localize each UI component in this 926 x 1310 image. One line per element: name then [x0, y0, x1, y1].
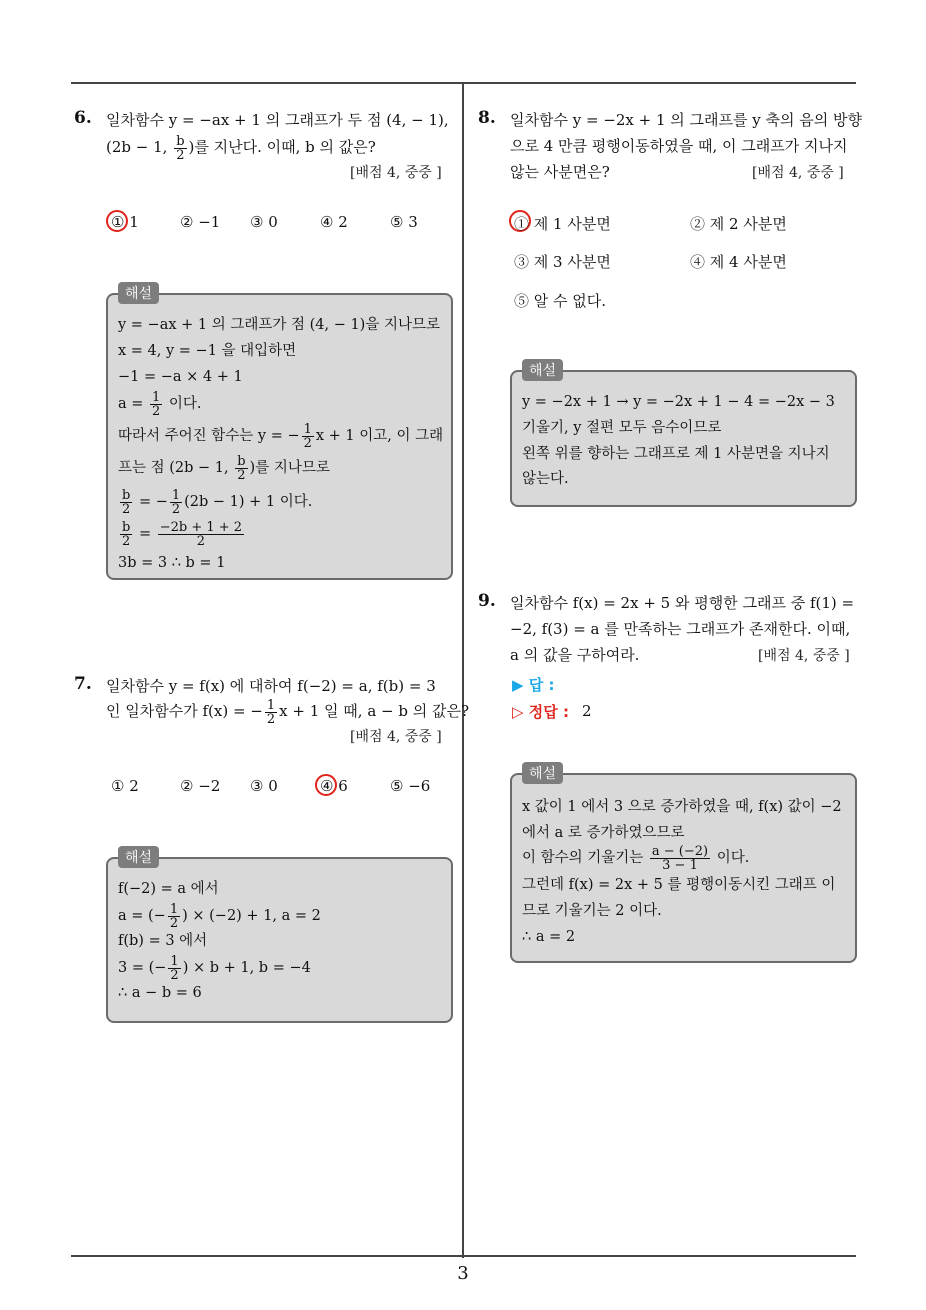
explanation-tag: 해설 [118, 282, 159, 304]
denominator: 2 [303, 435, 312, 451]
fraction [120, 521, 132, 548]
fraction [170, 489, 182, 516]
numerator: 1 [169, 901, 179, 917]
page-number: 3 [457, 1263, 469, 1284]
numerator: b [176, 133, 185, 149]
score-info: [배점 4, 중중 ] [758, 648, 850, 664]
question-text-line: 일차함수 y = −ax + 1 의 그래프가 두 점 (4, − 1), [106, 111, 449, 129]
explanation-tag: 해설 [522, 359, 563, 381]
text-span: 이다. [716, 850, 750, 866]
numerator: b [122, 487, 131, 503]
question-number: 9. [478, 591, 496, 611]
choice-2[interactable]: ② 제 2 사분면 [690, 215, 787, 233]
question-text-line [106, 130, 376, 164]
fraction [150, 391, 162, 418]
explain-line: y = −ax + 1 의 그래프가 점 (4, − 1)을 지나므로 [118, 317, 440, 333]
choice-2[interactable]: ② −1 [180, 213, 221, 231]
text-span: ) × b + 1, b = −4 [182, 960, 311, 976]
text-span: 프는 점 (2b − 1, [118, 460, 229, 476]
fraction [265, 699, 277, 726]
explain-line: ∴ a − b = 6 [118, 985, 202, 1001]
top-rule [71, 82, 856, 84]
text-span: 이다. [168, 396, 202, 412]
numerator: 1 [152, 389, 161, 405]
question-number: 6. [74, 108, 92, 128]
fraction [302, 423, 314, 450]
fraction [168, 955, 180, 982]
explain-line: 왼쪽 위를 향하는 그래프로 제 1 사분면을 지나지 [522, 446, 830, 462]
explanation-tag: 해설 [522, 762, 563, 784]
choice-3[interactable]: ③ 0 [250, 777, 278, 795]
fraction [168, 903, 180, 930]
explain-line: f(−2) = a 에서 [118, 881, 219, 897]
explain-line: 기울기, y 절편 모두 음수이므로 [522, 420, 722, 436]
question-text-line: 않는 사분면은? [510, 163, 610, 181]
score-info: [배점 4, 중중 ] [752, 165, 844, 181]
explanation-box [106, 857, 453, 1023]
explain-line: x 값이 1 에서 3 으로 증가하였을 때, f(x) 값이 −2 [522, 799, 842, 815]
text-span: 이 함수의 기울기는 [522, 850, 644, 866]
numerator: b [122, 519, 131, 535]
question-text-line [106, 694, 469, 728]
question-text-line: 으로 4 만큼 평행이동하였을 때, 이 그래프가 지나지 [510, 137, 848, 155]
explain-line [522, 841, 749, 875]
text-span: 3 = (− [118, 960, 167, 976]
numerator: b [237, 453, 246, 469]
explain-line: 3b = 3 ∴ b = 1 [118, 555, 226, 571]
choice-5[interactable]: ⑤ 3 [390, 213, 418, 231]
explanation-box [510, 773, 857, 963]
choice-4[interactable]: ④ 2 [320, 213, 348, 231]
correct-answer-value: 2 [582, 702, 592, 720]
text-span: = − [138, 494, 168, 510]
denominator: 2 [152, 403, 161, 419]
denominator: 2 [169, 915, 179, 931]
numerator: 1 [171, 487, 181, 503]
explain-line [118, 517, 246, 551]
explain-line: 않는다. [522, 471, 569, 487]
column-divider [462, 83, 464, 1258]
correct-answer-label: ▷ 정답 : [512, 703, 569, 721]
text-span: )를 지난다. 이때, b 의 값은? [188, 138, 376, 156]
explain-line: y = −2x + 1 → y = −2x + 1 − 4 = −2x − 3 [522, 394, 835, 410]
question-text-line: 일차함수 f(x) = 2x + 5 와 평행한 그래프 중 f(1) = [510, 594, 855, 612]
denominator: 2 [196, 533, 206, 549]
explain-line: 에서 a 로 증가하였으므로 [522, 825, 685, 841]
text-span: a = (− [118, 908, 166, 924]
numerator: 1 [266, 697, 276, 713]
explain-line: 므로 기울기는 2 이다. [522, 903, 662, 919]
explain-line [118, 485, 312, 519]
question-number: 7. [74, 674, 92, 694]
denominator: 2 [170, 967, 179, 983]
score-info: [배점 4, 중중 ] [350, 729, 442, 745]
fraction [158, 521, 244, 548]
explain-line: −1 = −a × 4 + 1 [118, 369, 243, 385]
bottom-rule [71, 1255, 856, 1257]
choice-4[interactable]: ④ 6 [320, 777, 348, 795]
explain-line [118, 419, 443, 453]
text-span: (2b − 1) + 1 이다. [184, 494, 313, 510]
explain-line [118, 899, 321, 933]
score-info: [배점 4, 중중 ] [350, 165, 442, 181]
text-span: 따라서 주어진 함수는 y = − [118, 428, 300, 444]
choice-1[interactable]: ① 2 [111, 777, 139, 795]
denominator: 2 [266, 711, 276, 727]
choice-5[interactable]: ⑤ 알 수 없다. [514, 292, 607, 310]
denominator: 2 [171, 501, 181, 517]
text-span: x + 1 이고, 이 그래 [315, 428, 444, 444]
denominator: 2 [176, 147, 185, 163]
fraction [120, 489, 132, 516]
fraction [650, 845, 710, 872]
question-text-line: 일차함수 y = −2x + 1 의 그래프를 y 축의 음의 방향 [510, 111, 862, 129]
question-text-line: 일차함수 y = f(x) 에 대하여 f(−2) = a, f(b) = 3 [106, 677, 436, 695]
explanation-box [106, 293, 453, 580]
numerator: −2b + 1 + 2 [159, 519, 243, 535]
denominator: 2 [122, 533, 131, 549]
choice-1[interactable]: ① 1 [111, 213, 139, 231]
denominator: 3 − 1 [662, 857, 698, 873]
question-number: 8. [478, 108, 496, 128]
explanation-box [510, 370, 857, 507]
question-text-line: a 의 값을 구하여라. [510, 646, 640, 664]
explain-line: f(b) = 3 에서 [118, 933, 208, 949]
choice-5[interactable]: ⑤ −6 [390, 777, 431, 795]
explain-line [118, 451, 330, 485]
fraction [235, 455, 247, 482]
explain-line [118, 951, 311, 985]
numerator: 1 [170, 953, 179, 969]
explain-line: ∴ a = 2 [522, 929, 576, 945]
explanation-tag: 해설 [118, 846, 159, 868]
choice-1[interactable]: ① 제 1 사분면 [514, 215, 611, 233]
explain-line: x = 4, y = −1 을 대입하면 [118, 343, 297, 359]
choice-3[interactable]: ③ 제 3 사분면 [514, 253, 611, 271]
choice-3[interactable]: ③ 0 [250, 213, 278, 231]
denominator: 2 [122, 501, 131, 517]
choice-4[interactable]: ④ 제 4 사분면 [690, 253, 787, 271]
text-span: 인 일차함수가 f(x) = − [106, 702, 263, 720]
choice-2[interactable]: ② −2 [180, 777, 221, 795]
question-text-line: −2, f(3) = a 를 만족하는 그래프가 존재한다. 이때, [510, 620, 851, 638]
numerator: a − (−2) [651, 843, 709, 859]
text-span: )를 지나므로 [249, 460, 330, 476]
denominator: 2 [237, 467, 246, 483]
text-span: (2b − 1, [106, 138, 168, 156]
text-span: ) × (−2) + 1, a = 2 [182, 908, 321, 924]
explain-line: 그런데 f(x) = 2x + 5 를 평행이동시킨 그래프 이 [522, 877, 836, 893]
answer-input-label[interactable]: ▶ 답 : [512, 676, 555, 694]
fraction [174, 135, 186, 162]
text-span: = [138, 526, 152, 542]
explain-line [118, 387, 202, 421]
text-span: a = [118, 396, 144, 412]
text-span: x + 1 일 때, a − b 의 값은? [279, 702, 470, 720]
numerator: 1 [303, 421, 312, 437]
